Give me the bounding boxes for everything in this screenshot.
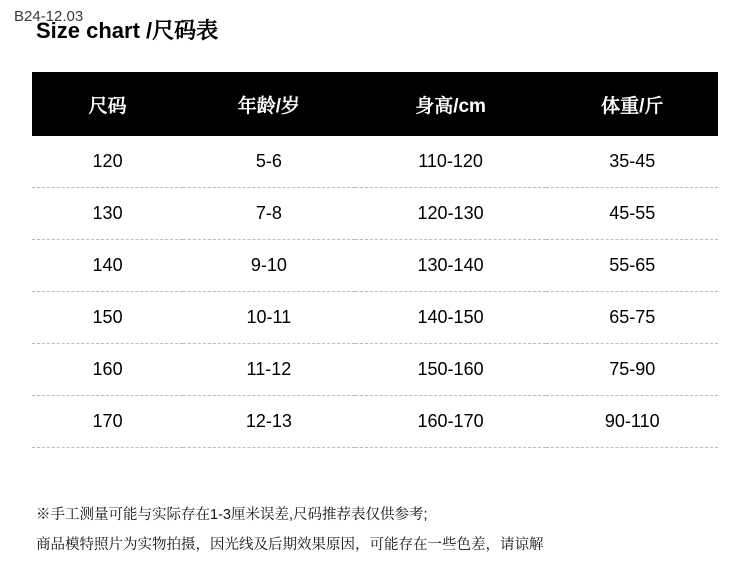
cell-size: 140 [32, 240, 183, 292]
column-header-weight: 体重/斤 [601, 95, 664, 117]
cell-size: 160 [32, 344, 183, 396]
cell-weight: 55-65 [546, 240, 718, 292]
cell-age: 12-13 [183, 396, 355, 448]
table-row [32, 344, 718, 396]
table-header-row [32, 72, 718, 136]
note-color: 商品模特照片为实物拍摄，因光线及后期效果原因，可能存在一些色差，请谅解 [36, 537, 544, 553]
column-header-size: 尺码 [88, 95, 127, 117]
cell-weight: 65-75 [546, 292, 718, 344]
column-header-height: 身高/cm [415, 95, 486, 117]
cell-weight: 45-55 [546, 188, 718, 240]
size-chart-table-wrapper [32, 72, 718, 448]
cell-weight: 75-90 [546, 344, 718, 396]
cell-height: 160-170 [355, 396, 547, 448]
table-body [32, 136, 718, 448]
cell-size: 120 [32, 136, 183, 188]
cell-age: 11-12 [183, 344, 355, 396]
size-chart-table [32, 72, 718, 448]
table-row [32, 136, 718, 188]
page-title: Size chart /尺码表 [36, 18, 219, 43]
table-row [32, 188, 718, 240]
cell-size: 170 [32, 396, 183, 448]
cell-age: 9-10 [183, 240, 355, 292]
column-header-age: 年龄/岁 [237, 95, 301, 117]
table-row [32, 396, 718, 448]
cell-height: 120-130 [355, 188, 547, 240]
cell-weight: 90-110 [546, 396, 718, 448]
watermark-code: B24-12.03 [14, 8, 84, 25]
cell-age: 5-6 [183, 136, 355, 188]
cell-age: 10-11 [183, 292, 355, 344]
table-row [32, 240, 718, 292]
cell-weight: 35-45 [546, 136, 718, 188]
disclaimer-notes [36, 500, 726, 560]
note-measurement: ※手工测量可能与实际存在1-3厘米误差,尺码推荐表仅供参考; [36, 507, 428, 523]
cell-height: 130-140 [355, 240, 547, 292]
table-row [32, 292, 718, 344]
table-header [32, 72, 718, 136]
cell-size: 150 [32, 292, 183, 344]
cell-size: 130 [32, 188, 183, 240]
cell-height: 140-150 [355, 292, 547, 344]
cell-age: 7-8 [183, 188, 355, 240]
cell-height: 150-160 [355, 344, 547, 396]
cell-height: 110-120 [355, 136, 547, 188]
